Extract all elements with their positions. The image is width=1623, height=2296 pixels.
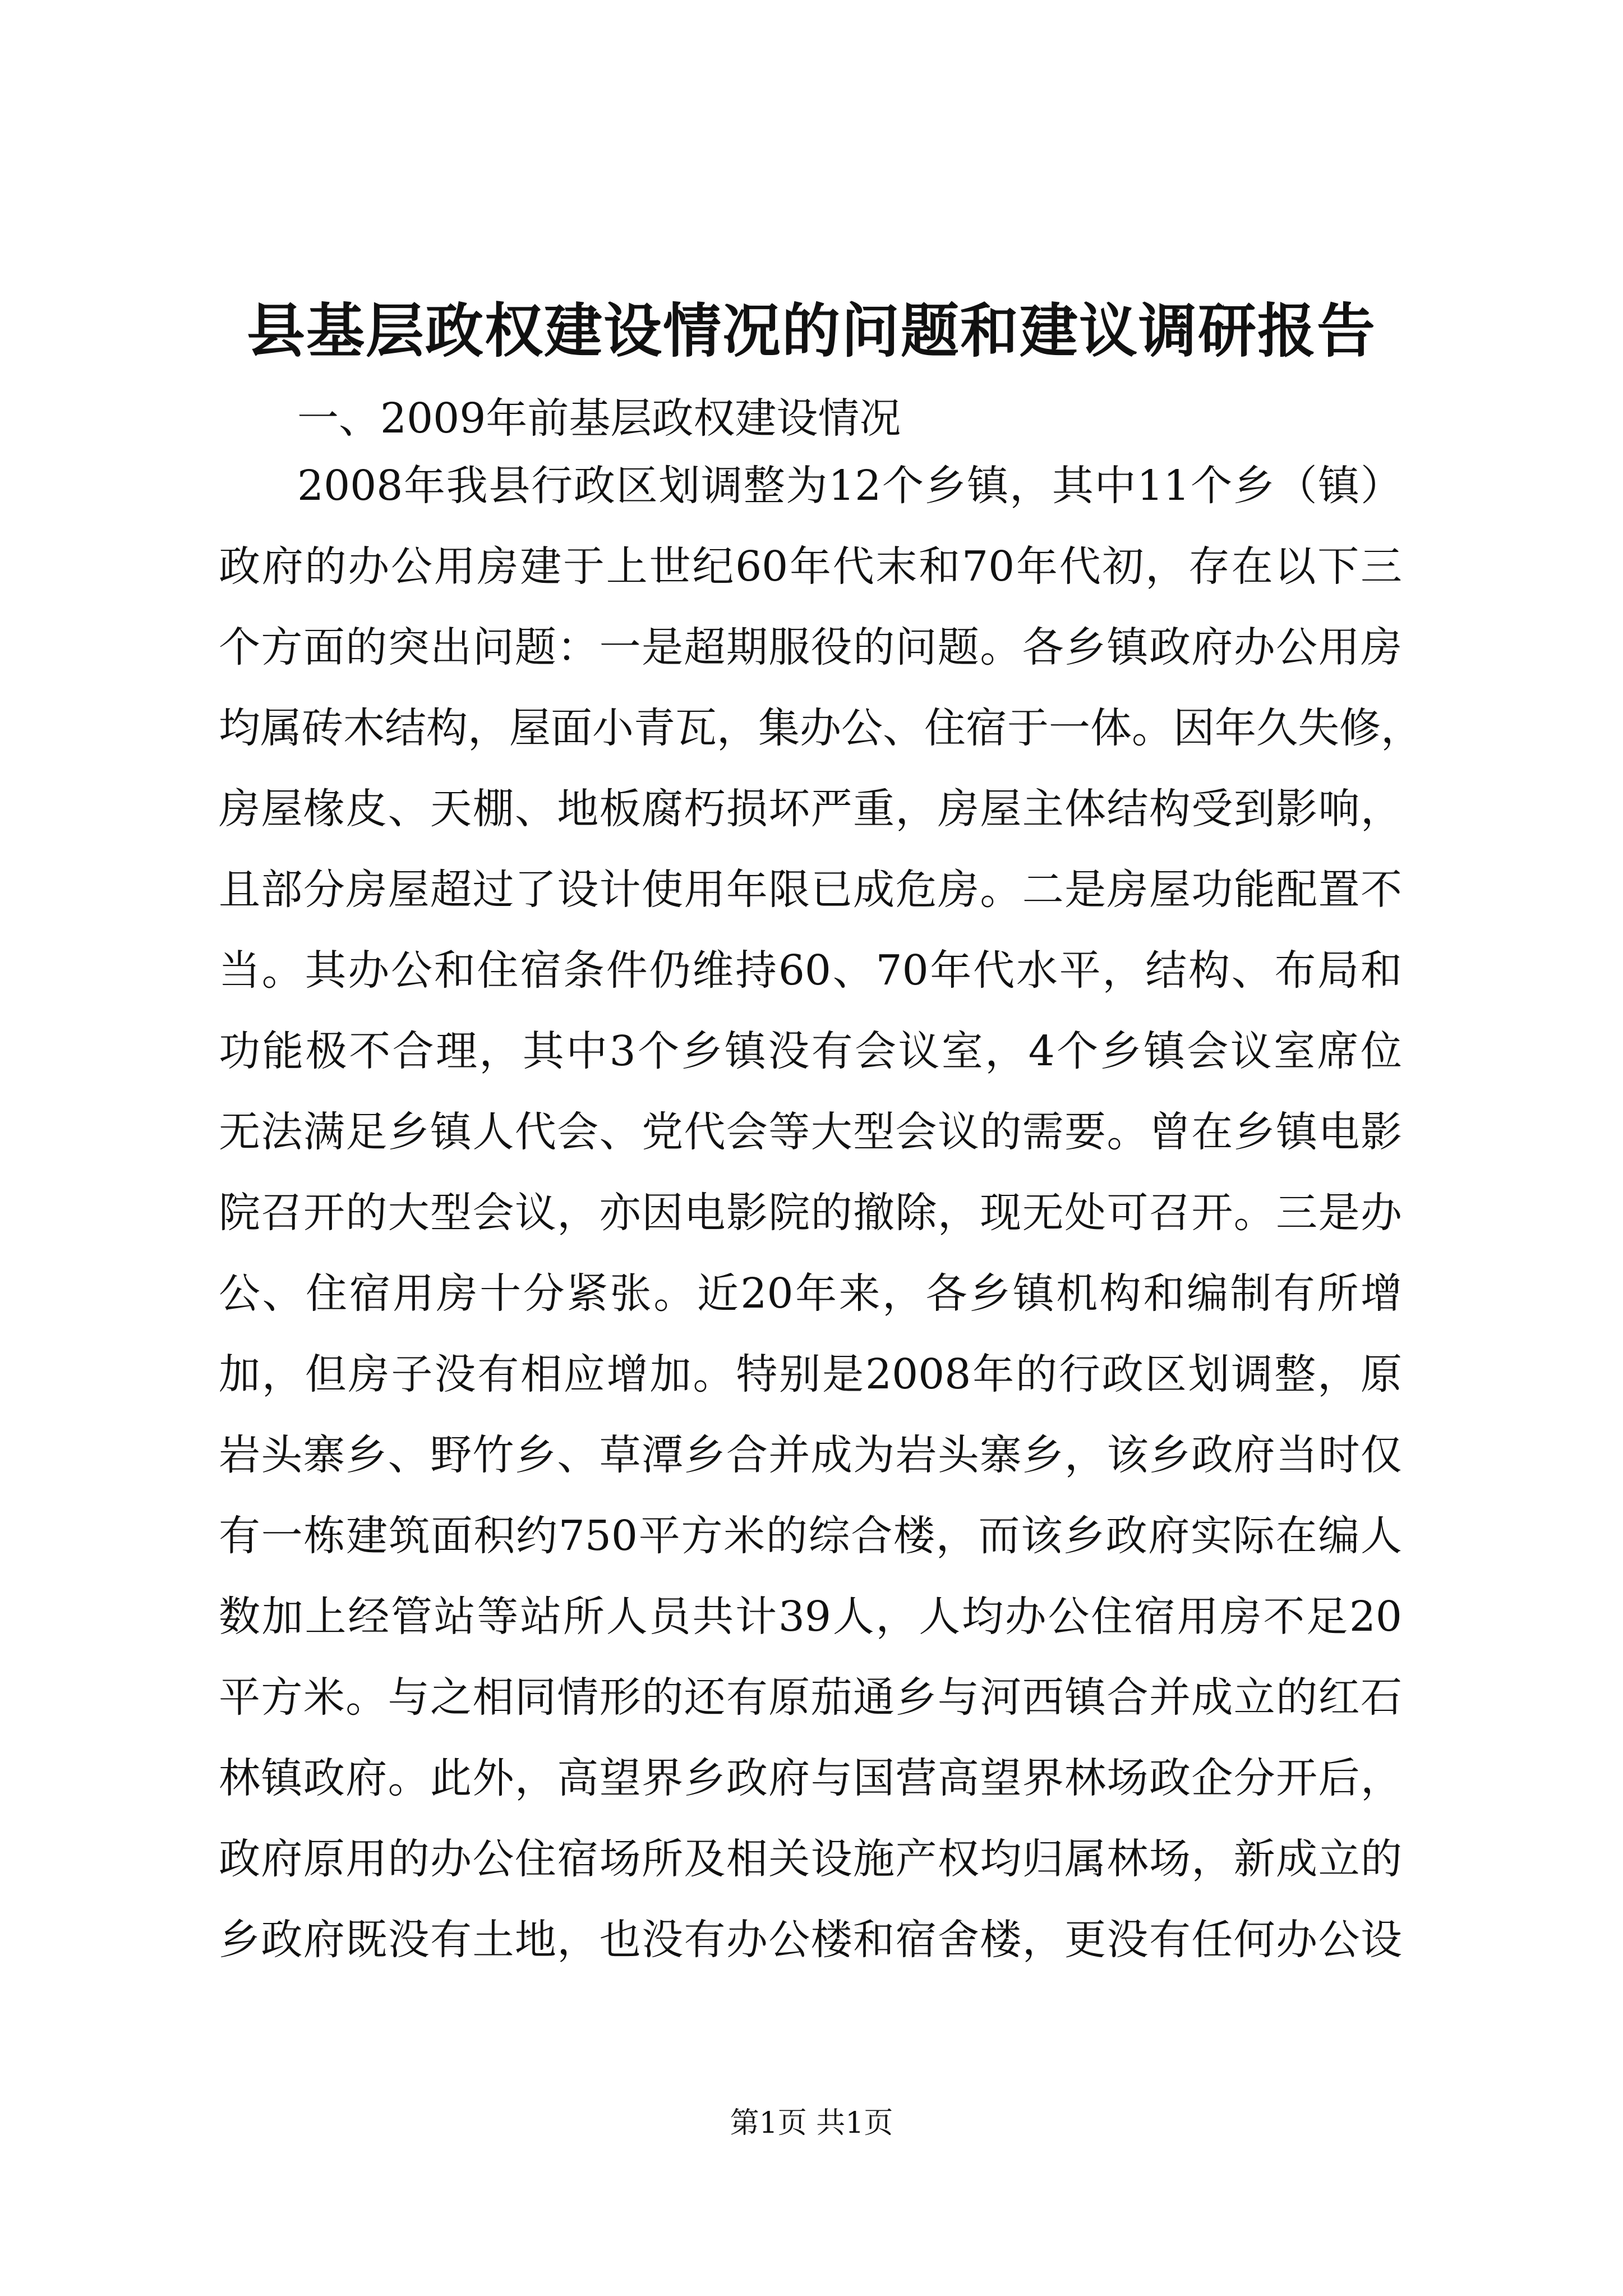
- body-line: 个方面的突出问题：一是超期服役的问题。各乡镇政府办公用房: [219, 623, 1402, 671]
- body-line: 岩头寨乡、野竹乡、草潭乡合并成为岩头寨乡，该乡政府当时仅: [219, 1431, 1402, 1479]
- body-line: 院召开的大型会议，亦因电影院的撤除，现无处可召开。三是办: [219, 1189, 1402, 1237]
- document-title: 县基层政权建设情况的问题和建议调研报告: [246, 296, 1376, 365]
- body-line: 当。其办公和住宿条件仍维持60、70年代水平，结构、布局和: [219, 946, 1402, 995]
- section-heading: 一、2009年前基层政权建设情况: [297, 394, 901, 443]
- body-line: 功能极不合理，其中3个乡镇没有会议室，4个乡镇会议室席位: [219, 1027, 1402, 1075]
- body-line: 2008年我县行政区划调整为12个乡镇，其中11个乡（镇）: [297, 462, 1402, 510]
- body-line: 无法满足乡镇人代会、党代会等大型会议的需要。曾在乡镇电影: [219, 1108, 1402, 1156]
- body-line: 有一栋建筑面积约750平方米的综合楼，而该乡政府实际在编人: [219, 1512, 1402, 1560]
- body-line: 均属砖木结构，屋面小青瓦，集办公、住宿于一体。因年久失修，: [219, 704, 1422, 752]
- body-line: 乡政府既没有土地，也没有办公楼和宿舍楼，更没有任何办公设: [219, 1916, 1402, 1964]
- body-line: 加，但房子没有相应增加。特别是2008年的行政区划调整，原: [219, 1350, 1402, 1398]
- body-line: 房屋椽皮、天棚、地板腐朽损坏严重，房屋主体结构受到影响，: [219, 785, 1402, 833]
- body-line: 且部分房屋超过了设计使用年限已成危房。二是房屋功能配置不: [219, 866, 1402, 914]
- body-line: 公、住宿用房十分紧张。近20年来，各乡镇机构和编制有所增: [219, 1269, 1402, 1318]
- page-footer: 第1页 共1页: [730, 2106, 893, 2140]
- body-line: 数加上经管站等站所人员共计39人，人均办公住宿用房不足20: [219, 1593, 1402, 1641]
- body-line: 政府原用的办公住宿场所及相关设施产权均归属林场，新成立的: [219, 1835, 1402, 1883]
- body-line: 政府的办公用房建于上世纪60年代末和70年代初，存在以下三: [219, 542, 1402, 591]
- body-line: 平方米。与之相同情形的还有原茄通乡与河西镇合并成立的红石: [219, 1673, 1402, 1722]
- body-line: 林镇政府。此外，高望界乡政府与国营高望界林场政企分开后，: [219, 1754, 1402, 1802]
